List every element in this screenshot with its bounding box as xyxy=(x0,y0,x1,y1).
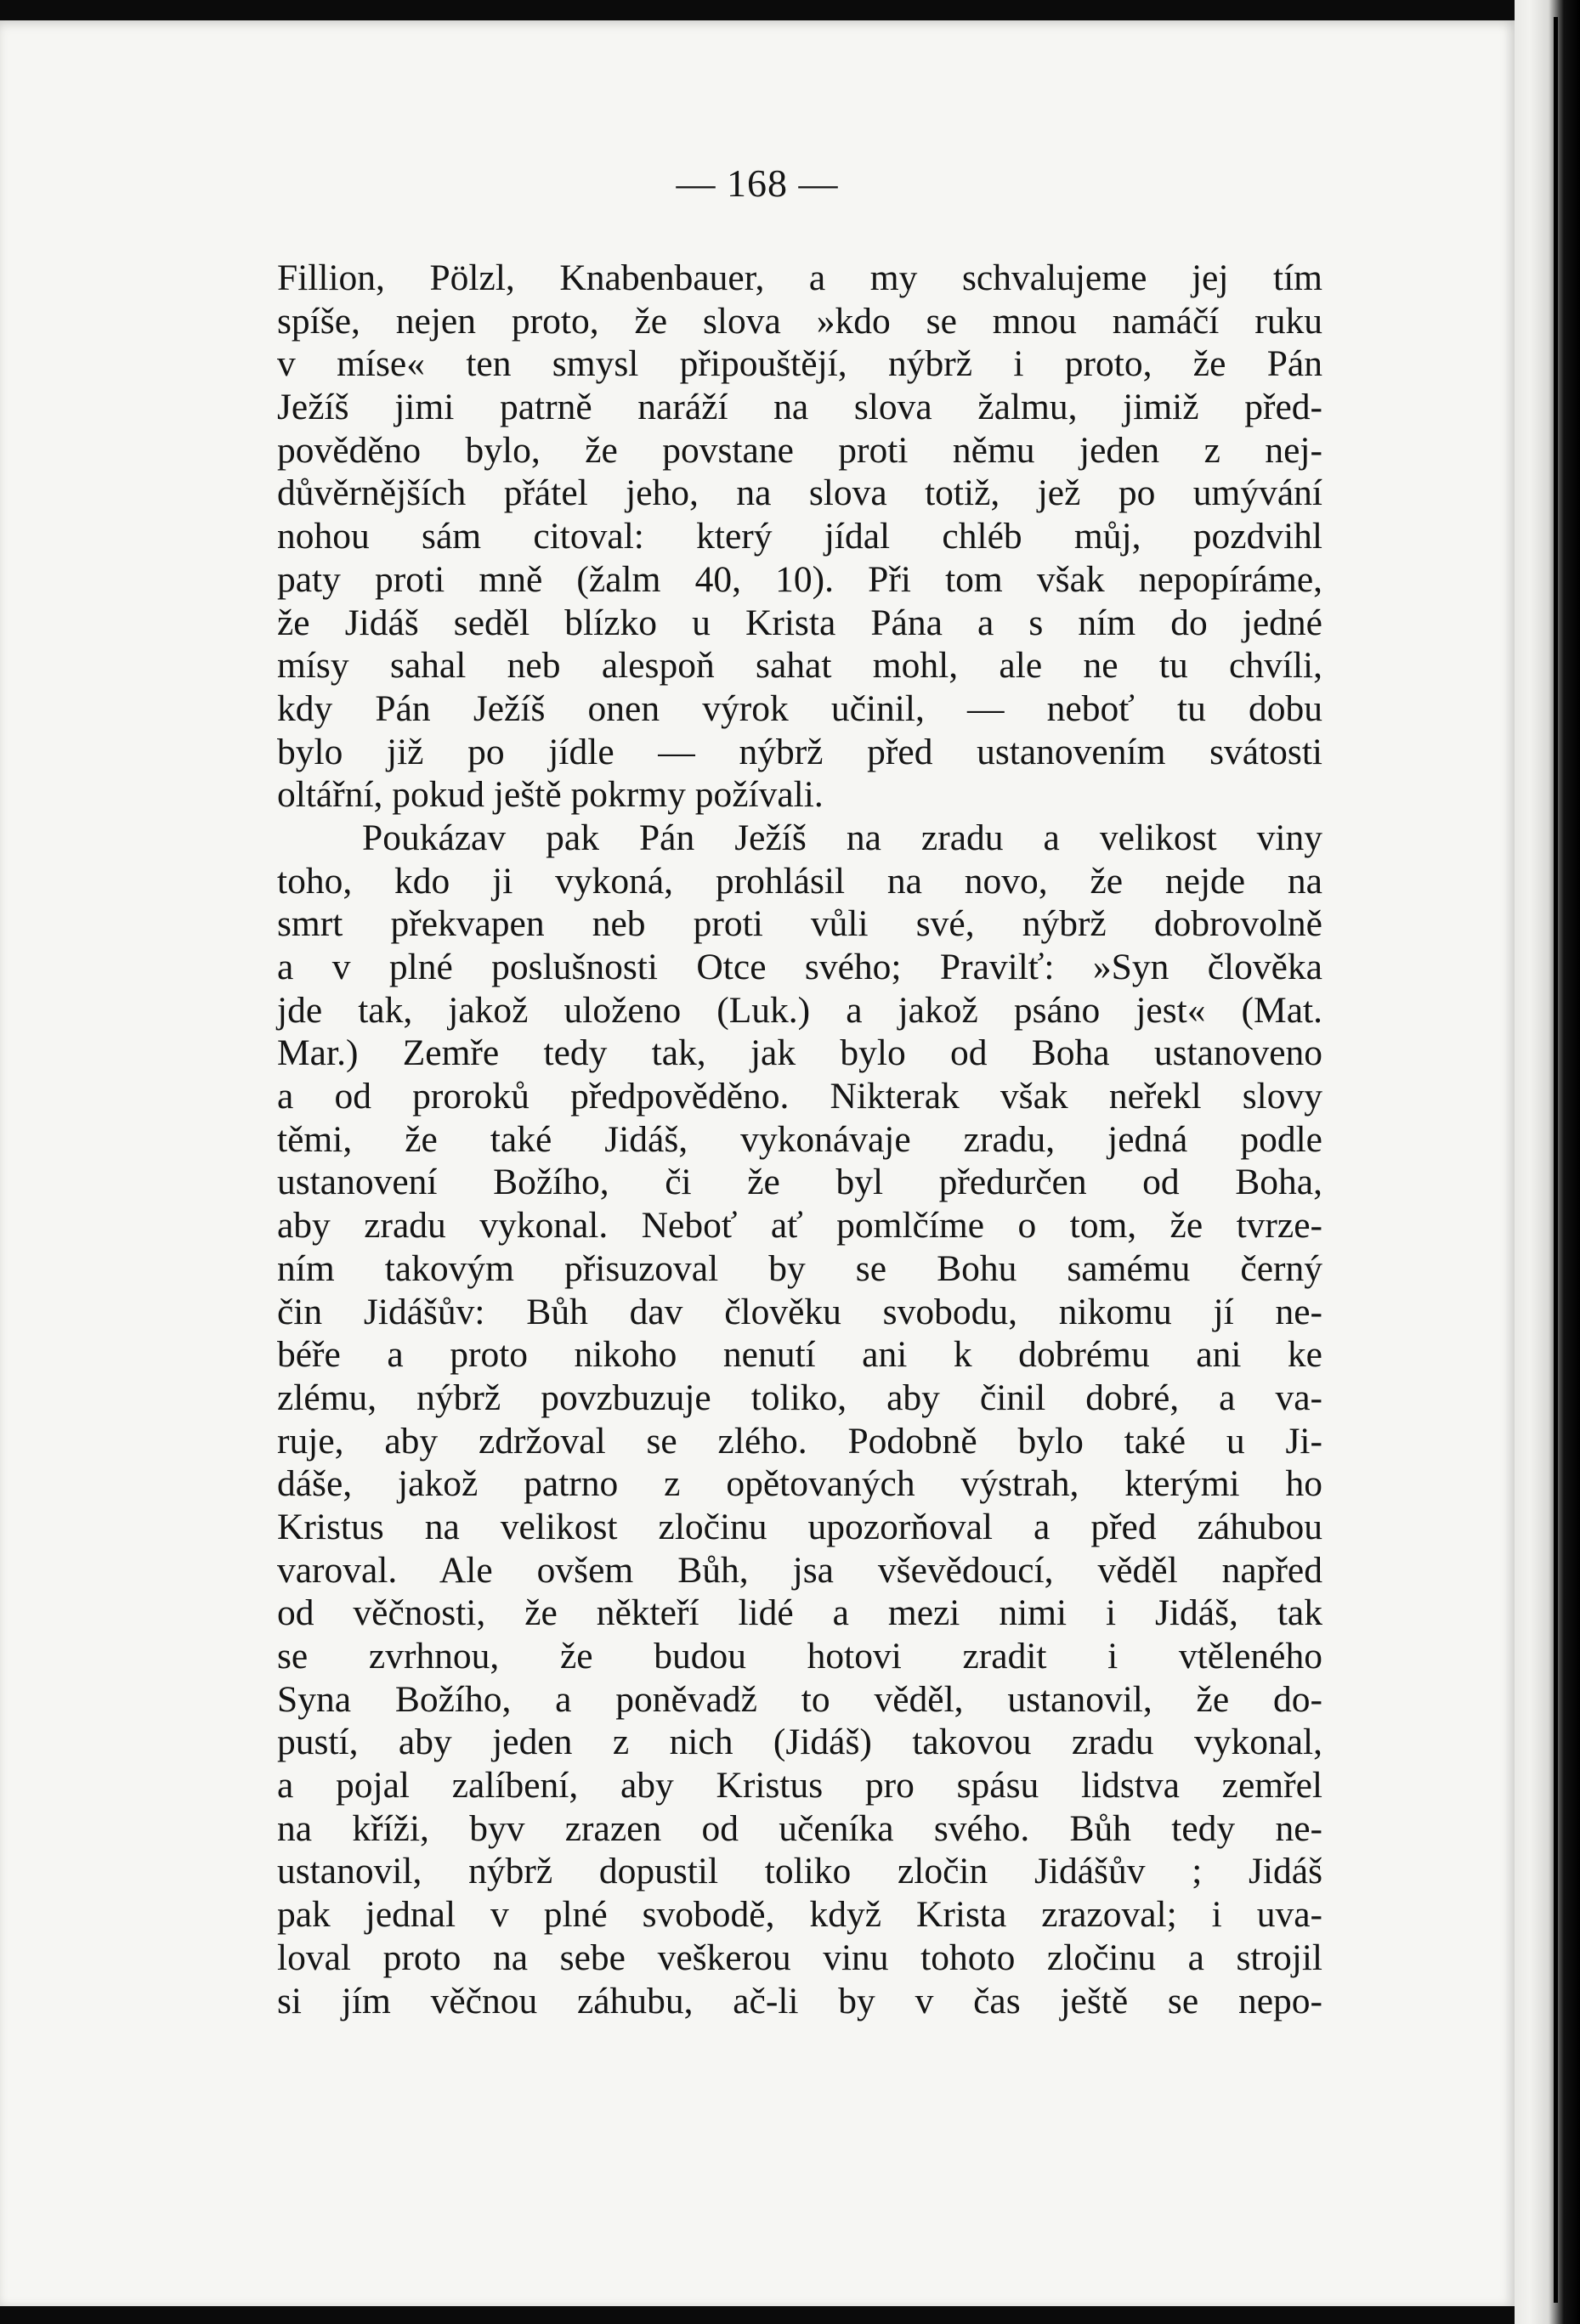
text-line: bylo již po jídle — nýbrž před ustanovením svátosti xyxy=(277,731,1322,772)
text-line: Mar.) Zemře tedy tak, jak bylo od Boha ustanoveno xyxy=(277,1032,1322,1074)
text-line: Fillion, Pölzl, Knabenbauer, a my schvalujeme jej tím xyxy=(277,257,1322,298)
text-line: ním takovým přisuzoval by se Bohu samému černý xyxy=(277,1247,1322,1289)
body-text xyxy=(277,257,1322,2022)
text-line: Kristus na velikost zločinu upozorňoval a před záhubou xyxy=(277,1506,1322,1547)
text-line: důvěrnějších přátel jeho, na slova totiž, jež po umývání xyxy=(277,472,1322,514)
text-line: Syna Božího, a poněvadž to věděl, ustanovil, že do- xyxy=(277,1678,1322,1720)
text-line: kdy Pán Ježíš onen výrok učinil, — neboť tu dobu xyxy=(277,687,1322,729)
book-binding-edge xyxy=(1515,0,1580,2324)
text-line: pověděno bylo, že povstane proti němu jeden z nej- xyxy=(277,429,1322,471)
text-line: ustanovil, nýbrž dopustil toliko zločin Jidášův ; Jidáš xyxy=(277,1851,1322,1892)
text-line: si jím věčnou záhubu, ač-li by v čas ještě se nepo- xyxy=(277,1980,1322,2021)
text-line: čin Jidášův: Bůh dav člověku svobodu, nikomu jí ne- xyxy=(277,1291,1322,1332)
text-line: loval proto na sebe veškerou vinu tohoto zločinu a strojil xyxy=(277,1937,1322,1978)
text-line: ruje, aby zdržoval se zlého. Podobně bylo také u Ji- xyxy=(277,1420,1322,1462)
text-line: varoval. Ale ovšem Bůh, jsa vševědoucí, věděl napřed xyxy=(277,1549,1322,1591)
text-line: smrt překvapen neb proti vůli své, nýbrž dobrovolně xyxy=(277,903,1322,945)
text-line: od věčnosti, že někteří lidé a mezi nimi i Jidáš, tak xyxy=(277,1592,1322,1634)
text-line: aby zradu vykonal. Neboť ať pomlčíme o tom, že tvrze- xyxy=(277,1205,1322,1247)
text-line: pak jednal v plné svobodě, když Krista zrazoval; i uva- xyxy=(277,1894,1322,1936)
text-line: paty proti mně (žalm 40, 10). Při tom však nepopíráme, xyxy=(277,558,1322,600)
text-line: těmi, že také Jidáš, vykonávaje zradu, jedná podle xyxy=(277,1118,1322,1160)
text-line: ustanovení Božího, či že byl předurčen od Boha, xyxy=(277,1162,1322,1203)
text-line: toho, kdo ji vykoná, prohlásil na novo, že nejde na xyxy=(277,860,1322,902)
text-line: jde tak, jakož uloženo (Luk.) a jakož psáno jest« (Mat. xyxy=(277,989,1322,1031)
text-line: Ježíš jimi patrně naráží na slova žalmu, jimiž před- xyxy=(277,387,1322,428)
text-line: zlému, nýbrž povzbuzuje toliko, aby činil dobré, a va- xyxy=(277,1377,1322,1418)
text-line: spíše, nejen proto, že slova »kdo se mnou namáčí ruku xyxy=(277,300,1322,342)
text-line: Poukázav pak Pán Ježíš na zradu a velikost viny xyxy=(362,817,1322,858)
text-line: se zvrhnou, že budou hotovi zradit i vtěleného xyxy=(277,1636,1322,1677)
text-line: a v plné poslušnosti Otce svého; Pravilť: »Syn člověka xyxy=(277,947,1322,987)
text-line: a od proroků předpověděno. Nikterak však neřekl slovy xyxy=(277,1076,1322,1117)
text-line: nohou sám citoval: který jídal chléb můj, pozdvihl xyxy=(277,516,1322,557)
text-line: mísy sahal neb alespoň sahat mohl, ale ne tu chvíli, xyxy=(277,645,1322,687)
text-line: a pojal zalíbení, aby Kristus pro spásu lidstva zemřel xyxy=(277,1765,1322,1807)
text-line: v míse« ten smysl připouštějí, nýbrž i proto, že Pán xyxy=(277,343,1322,385)
text-line: pustí, aby jeden z nich (Jidáš) takovou zradu vykonal, xyxy=(277,1722,1322,1763)
text-line: na kříži, byv zrazen od učeníka svého. Bůh tedy ne- xyxy=(277,1807,1322,1849)
text-line: dáše, jakož patrno z opětovaných výstrah, kterými ho xyxy=(277,1463,1322,1505)
page-number: — 168 — xyxy=(676,161,839,205)
text-line: béře a proto nikoho nenutí ani k dobrému ani ke xyxy=(277,1334,1322,1376)
binding-rule xyxy=(1554,17,1558,2303)
text-line: oltářní, pokud ještě pokrmy požívali. xyxy=(277,774,824,816)
text-line: že Jidáš seděl blízko u Krista Pána a s ním do jedné xyxy=(277,602,1322,643)
